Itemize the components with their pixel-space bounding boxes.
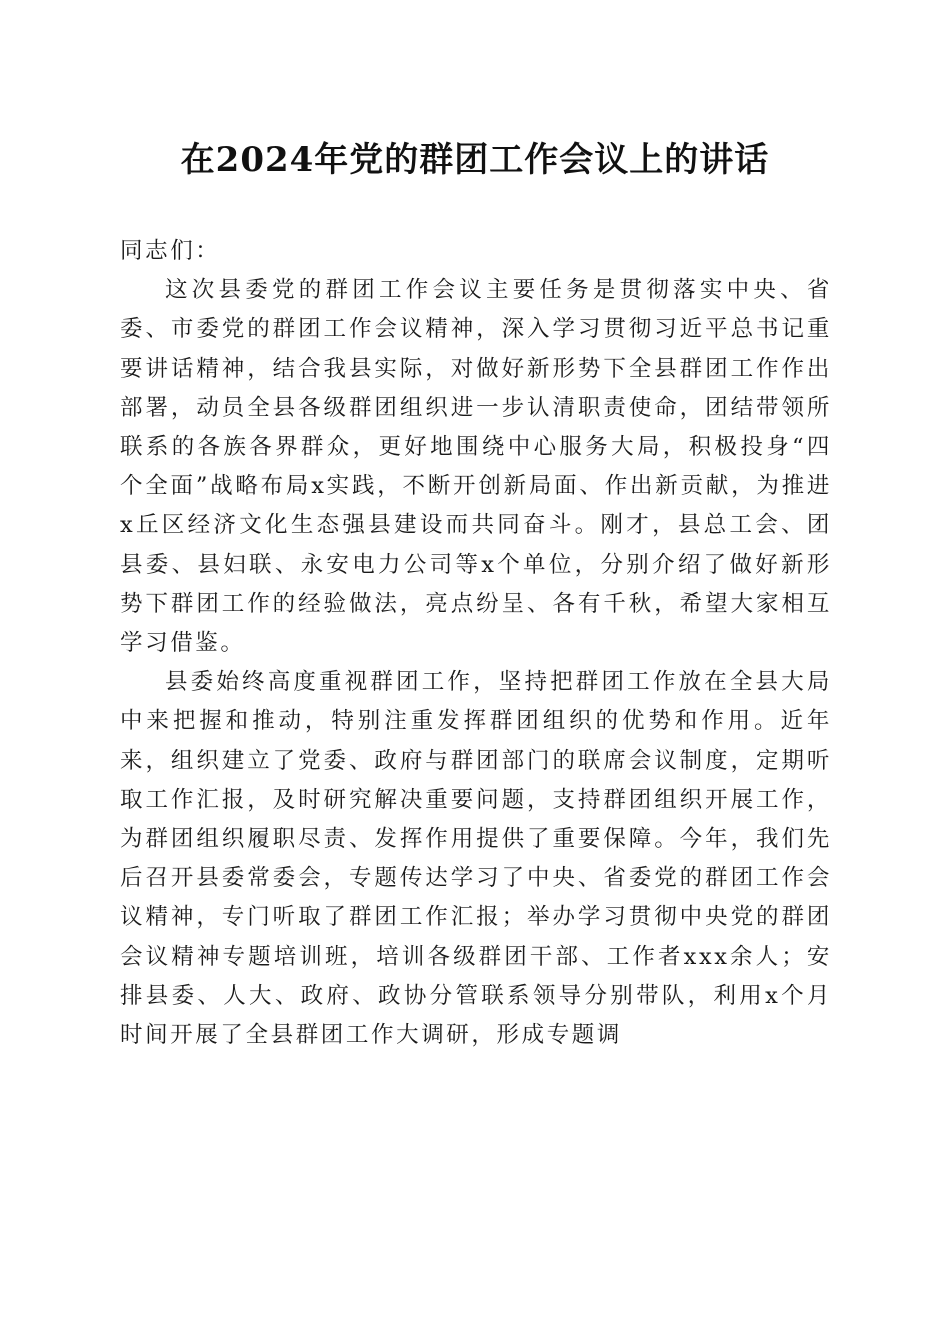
paragraph-1: 这次县委党的群团工作会议主要任务是贯彻落实中央、省委、市委党的群团工作会议精神，深入学习贯彻习近平总书记重要讲话精神，结合我县实际，对做好新形势下全县群团工作作出部署，动员全县各级群团组织进一步认清职责使命，团结带领所联系的各族各界群众，更好地围绕中心服务大局，积极投身“四个全面”战略布局x实践，不断开创新局面、作出新贡献，为推进x丘区经济文化生态强县建设而共同奋斗。刚才，县总工会、团县委、县妇联、永安电力公司等x个单位，分别介绍了做好新形势下群团工作的经验做法，亮点纷呈、各有千秋，希望大家相互学习借鉴。 (120, 277, 832, 657)
document-title: 在2024年党的群团工作会议上的讲话 (180, 140, 770, 180)
paragraph-2: 县委始终高度重视群团工作，坚持把群团工作放在全县大局中来把握和推动，特别注重发挥群团组织的优势和作用。近年来，组织建立了党委、政府与群团部门的联席会议制度，定期听取工作汇报，及时研究解决重要问题，支持群团组织开展工作，为群团组织履职尽责、发挥作用提供了重要保障。今年，我们先后召开县委常委会，专题传达学习了中央、省委党的群团工作会议精神，专门听取了群团工作汇报；举办学习贯彻中央党的群团会议精神专题培训班，培训各级群团干部、工作者xxx余人；安排县委、人大、政府、政协分管联系领导分别带队，利用x个月时间开展了全县群团工作大调研，形成专题调 (120, 669, 832, 1049)
document-body (120, 232, 832, 1055)
greeting: 同志们： (120, 238, 221, 264)
